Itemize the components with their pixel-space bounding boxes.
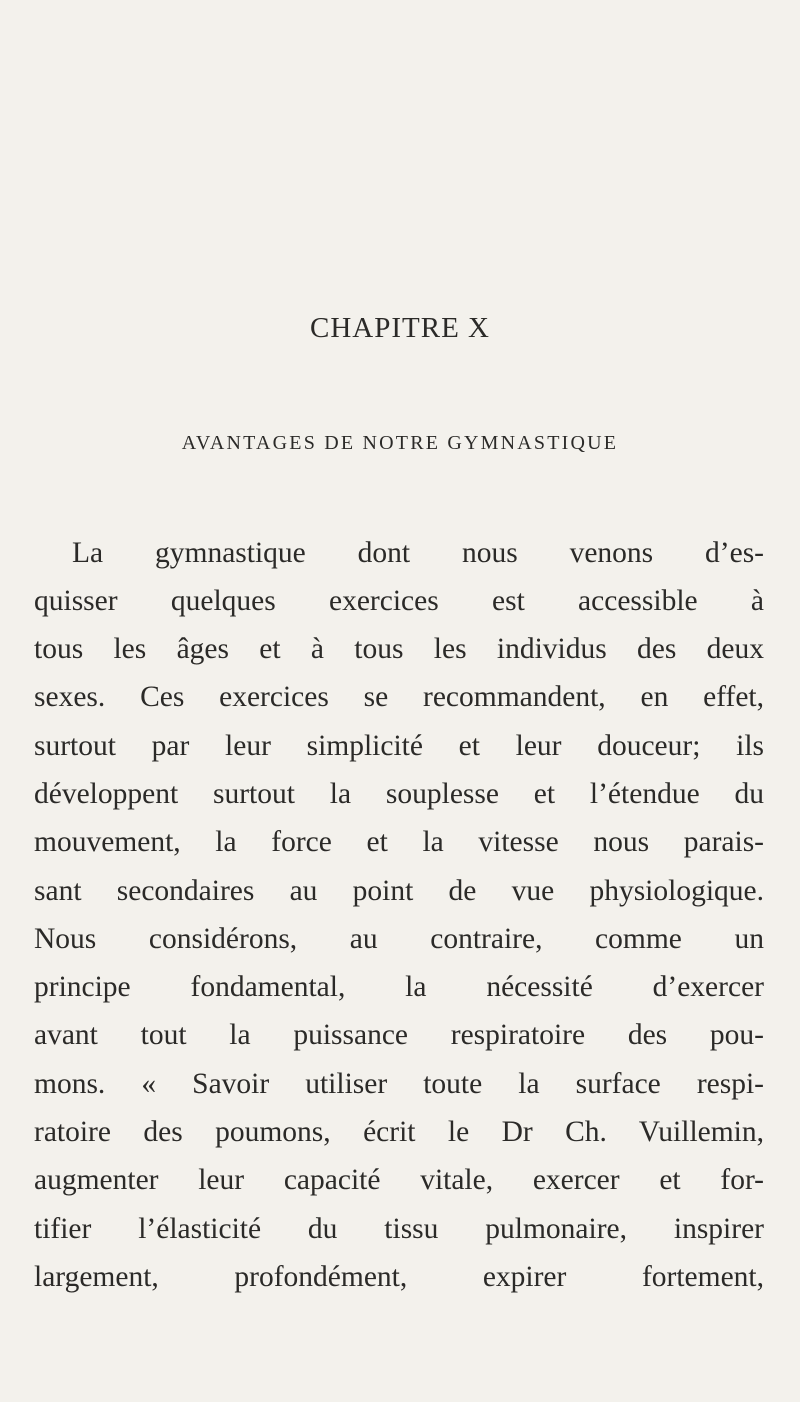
chapter-title: CHAPITRE X bbox=[310, 312, 490, 344]
text-line: ratoire des poumons, écrit le Dr Ch. Vuillemin, bbox=[34, 1116, 764, 1148]
text-line: tifier l’élasticité du tissu pulmonaire, inspirer bbox=[34, 1213, 764, 1245]
chapter-subtitle: AVANTAGES DE NOTRE GYMNASTIQUE bbox=[181, 432, 619, 454]
text-line: sexes. Ces exercices se recommandent, en effet, bbox=[34, 681, 764, 713]
text-line: développent surtout la souplesse et l’étendue du bbox=[34, 778, 764, 810]
text-line: avant tout la puissance respiratoire des pou- bbox=[34, 1019, 764, 1051]
text-line: quisser quelques exercices est accessible à bbox=[34, 585, 764, 617]
text-line: La gymnastique dont nous venons d’es- bbox=[72, 537, 764, 569]
text-line: tous les âges et à tous les individus des deux bbox=[34, 633, 764, 665]
text-line: surtout par leur simplicité et leur douceur; ils bbox=[34, 730, 764, 762]
text-line: Nous considérons, au contraire, comme un bbox=[34, 923, 764, 955]
text-line: mouvement, la force et la vitesse nous parais- bbox=[34, 826, 764, 858]
text-line: largement, profondément, expirer fortement, bbox=[34, 1261, 764, 1293]
text-line: principe fondamental, la nécessité d’exercer bbox=[34, 971, 764, 1003]
text-line: sant secondaires au point de vue physiologique. bbox=[34, 875, 764, 907]
text-line: mons. « Savoir utiliser toute la surface respi- bbox=[34, 1068, 764, 1100]
text-line: augmenter leur capacité vitale, exercer et for- bbox=[34, 1164, 764, 1196]
